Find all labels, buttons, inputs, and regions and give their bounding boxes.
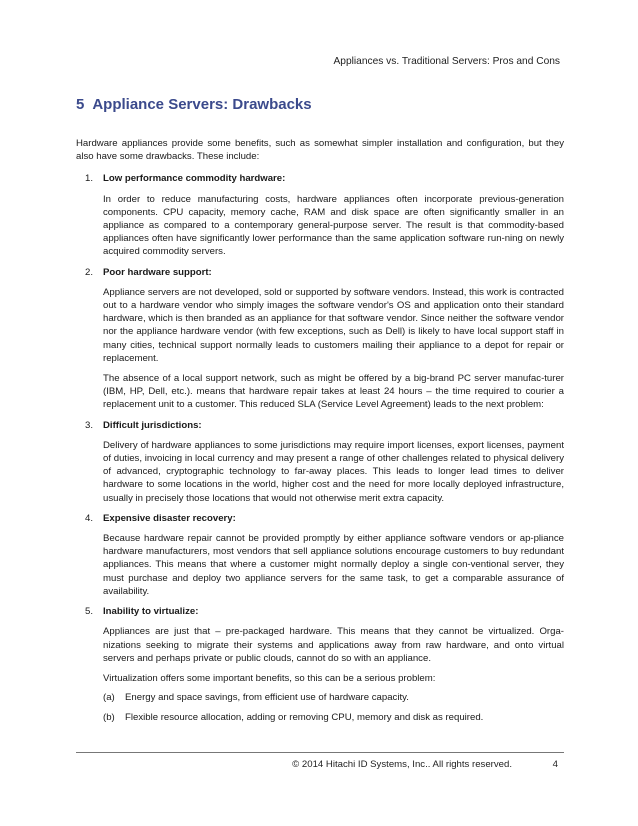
list-item-paragraph: Because hardware repair cannot be provided promptly by either appliance software vendors or ap-pliance hardware manufacturers, most vendors that sell appliance solutions encourage customers to buy redundant appliances. This means that where a customer might normally deploy a single con-ventional server, they must purchase and deploy two appliance servers for the same task, to get a comparable assurance of availability. [103,533,564,597]
sub-list-item [103,691,564,704]
section-number: 5 [76,96,85,113]
sub-list-text: Flexible resource allocation, adding or removing CPU, memory and disk as required. [125,712,484,724]
sub-list-text: Energy and space savings, from efficient use of hardware capacity. [125,692,409,704]
list-item-number: 5. [85,606,94,618]
sub-list-item [103,711,564,724]
sub-list-label: (a) [103,692,115,704]
list-item-disaster-recovery [76,512,564,598]
list-item-title: Expensive disaster recovery: [103,512,236,524]
list-item-low-performance [76,172,564,258]
list-item-title: Difficult jurisdictions: [103,419,202,431]
list-item-paragraph: In order to reduce manufacturing costs, hardware appliances often incorporate previous-generation components. CPU capacity, memory cache, RAM and disk space are often significantly smaller in an appliance as compared to a contemporary general-purpose server. The result is that commodity-based appliances often have significantly lower performance than the same application software run-ning on newly acquired commodity servers. [103,193,564,258]
copyright-notice: © 2014 Hitachi ID Systems, Inc.. All rights reserved. [292,759,512,770]
list-item-virtualize [76,605,564,724]
list-item-paragraph: Appliance servers are not developed, sold or supported by software vendors. Instead, this work is contracted out to a hardware vendor who simply images the software vendor's OS and application onto their standard hardware, which is then branded as an appliance for that software vendor. Since neither the software vendor nor the appliance hardware vendor (with few exceptions, such as Dell) is likely to have local support staff in many cities, technical support normally leads to customers mailing their appliance to a depot for repair or replacement. [103,286,564,364]
list-item-jurisdictions [76,419,564,505]
list-item-paragraph: Appliances are just that – pre-packaged hardware. This means that they cannot be virtualized. Orga-nizations seeking to migrate their systems and applications away from raw hardware, and onto virtual servers and perhaps private or public clouds, cannot do so with an appliance. [103,626,564,664]
list-item-poor-support [76,266,564,412]
intro-paragraph: Hardware appliances provide some benefits, such as somewhat simpler installation and configuration, but they also have some drawbacks. These include: [76,138,564,163]
section-body [76,137,564,732]
page-number: 4 [552,759,558,770]
list-item-title: Low performance commodity hardware: [103,173,286,185]
list-item-paragraph: The absence of a local support network, such as might be offered by a big-brand PC server manufac-turer (IBM, HP, Dell, etc.). means that hardware repair takes at least 24 hours – the time required to courier a replacement unit to a customer. This reduced SLA (Service Level Agreement) leads to the next problem: [103,373,564,411]
section-title [76,96,312,113]
list-item-number: 4. [85,512,94,524]
sub-list [103,691,564,724]
list-item-title: Poor hardware support: [103,266,212,278]
list-item-paragraph: Virtualization offers some important benefits, so this can be a serious problem: [103,672,436,684]
list-item-paragraph: Delivery of hardware appliances to some jurisdictions may require import licenses, export licenses, payment of duties, invoicing in local currency and may present a range of other challenges related to physical delivery of advanced, cryptographic technology to far-away places. This leads to longer lead times to deliver hardware to some locations in the world, higher cost and the need for more locally deployed infrastructure, usually in precisely those locations that would not otherwise merit extra capacity. [103,439,564,504]
section-title-text: Appliance Servers: Drawbacks [92,96,312,113]
list-item-number: 2. [85,266,94,278]
running-header: Appliances vs. Traditional Servers: Pros and Cons [333,56,560,67]
list-item-number: 1. [85,173,94,185]
list-item-number: 3. [85,419,94,431]
list-item-title: Inability to virtualize: [103,606,199,618]
footer-divider [76,752,564,753]
sub-list-label: (b) [103,712,115,724]
